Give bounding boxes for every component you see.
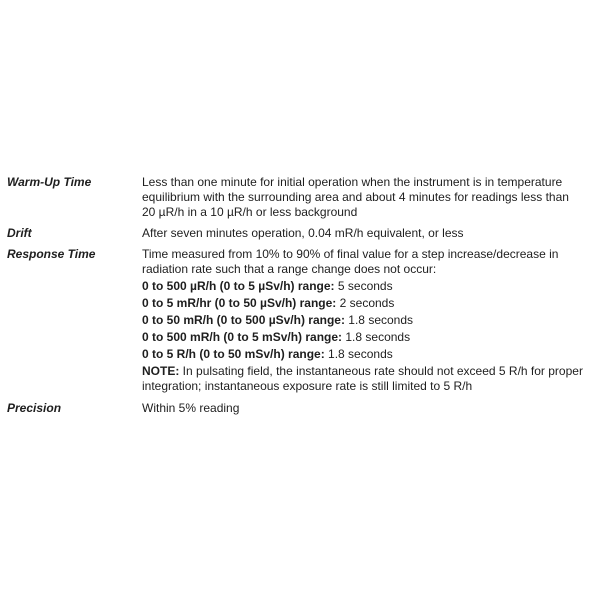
range-time: 1.8 seconds [324,347,393,361]
spec-label: Response Time [7,247,96,261]
range-time: 2 seconds [336,296,395,310]
range-time: 1.8 seconds [344,313,414,327]
range-line [142,296,583,311]
spec-row-precision [7,401,593,416]
spec-row-warmup-time [7,175,593,220]
spec-value: Less than one minute for initial operation when the instrument is in temperature equilibrium with the surrounding area and about 4 minutes for readings less than 20 µR/h in a 10 µR/h or less background [142,175,569,219]
response-intro: Time measured from 10% to 90% of final value for a step increase/decrease in radiation rate such that a range change does not occur: [142,247,559,276]
spec-label: Precision [7,401,62,415]
spec-value [142,247,593,394]
note-label: NOTE: [142,364,180,378]
range-label: 0 to 5 R/h (0 to 50 mSv/h) range: [142,347,325,361]
spec-row-drift [7,226,593,241]
range-label: 0 to 5 mR/hr (0 to 50 µSv/h) range: [142,296,337,310]
range-line [142,330,583,345]
range-label: 0 to 500 µR/h (0 to 5 µSv/h) range: [142,279,335,293]
range-label: 0 to 500 mR/h (0 to 5 mSv/h) range: [142,330,343,344]
specifications-table [7,175,593,422]
spec-label: Drift [7,226,32,240]
spec-row-response-time [7,247,593,394]
range-line [142,313,583,328]
spec-value: After seven minutes operation, 0.04 mR/h equivalent, or less [142,226,464,240]
range-label: 0 to 50 mR/h (0 to 500 µSv/h) range: [142,313,345,327]
range-line [142,347,583,362]
range-time: 5 seconds [334,279,393,293]
spec-label: Warm-Up Time [7,175,92,189]
note [142,364,583,394]
range-line [142,279,583,294]
range-time: 1.8 seconds [342,330,411,344]
note-text: In pulsating field, the instantaneous rate should not exceed 5 R/h for proper integration; instantaneous exposure rate is still limited to 5 R/h [142,364,583,393]
spec-value: Within 5% reading [142,401,240,415]
